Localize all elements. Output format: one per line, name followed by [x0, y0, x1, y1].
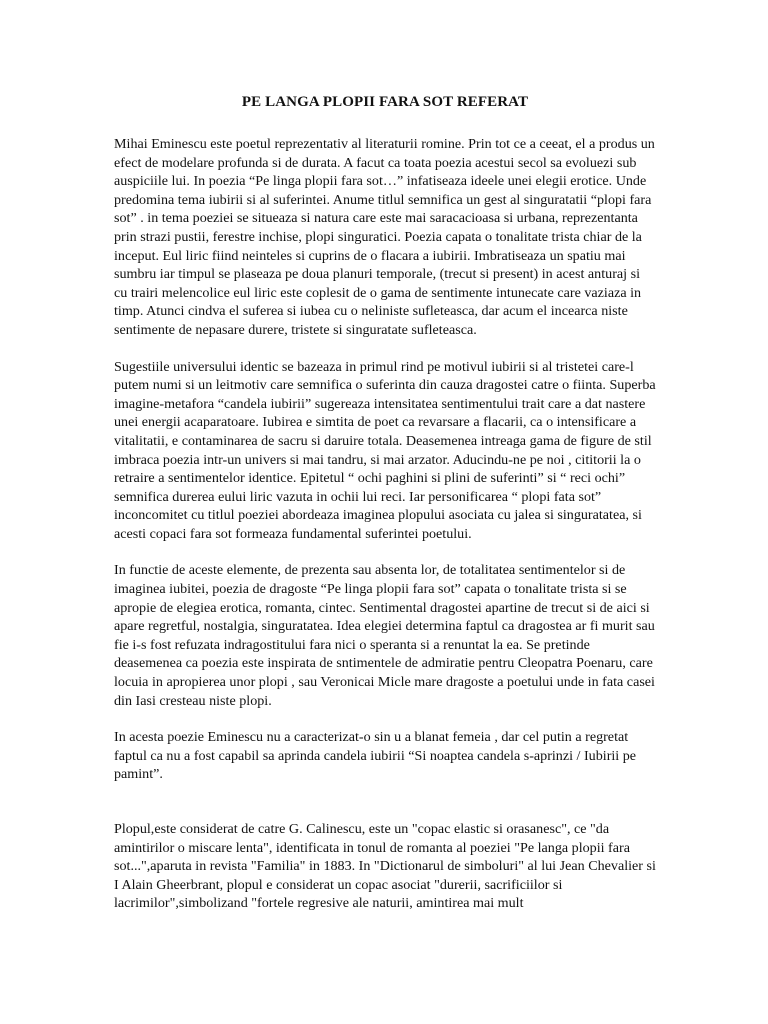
paragraph-sugestiile: Sugestiile universului identic se bazeaza in primul rind pe motivul iubirii si al tristetei care-l putem numi si un leitmotiv care semnifica o suferinta din cauza dragostei catre o fiinta. Superba imagine-metafora “candela iubirii” sugereaza intensitatea sentimentului trait care a dat nastere unei energii acaparatoare. Iubirea e simtita de poet ca revarsare a flacarii, ca o intensificare a vitalitatii, e contaminarea de sacru si daruire totala. Deasemenea intreaga gama de figure de stil imbraca poezia intr-un univers si mai tandru, si mai arzator. Aducindu-ne pe noi , cititorii la o retraire a sentimentelor identice. Epitetul “ ochi paghini si plini de suferinti” si “ reci ochi” semnifica durerea eului liric vazuta in ochii lui reci. Iar personificarea “ plopi fata sot” inconcomitet cu titlul poeziei abordeaza imaginea plopului asociata cu jalea si singuratatea, si acesti copaci fara sot formeaza fundamental suferintei poetului.	[114, 358, 656, 542]
paragraph-intro: Mihai Eminescu este poetul reprezentativ al literaturii romine. Prin tot ce a ceeat, el a produs un efect de modelare profunda si de durata. A facut ca toata poezia acestui secol sa evoluezi sub auspiciile lui. In poezia “Pe linga plopii fara sot…” infatiseaza ideele unei elegii erotice. Unde predomina tema iubirii si al suferintei. Anume titlul semnifica un gest al singuratatii “plopi fara sot” . in tema poeziei se situeaza si natura care este mai saracacioasa si urbana, reprezentanta prin strazi pustii, ferestre inchise, plopi singuratici. Poezia capata o tonalitate trista chiar de la inceput. Eul liric fiind neinteles si cuprins de o flacara a iubirii. Imbratiseaza un spatiu mai sumbru iar timpul se plaseaza pe doua planuri temporale, (trecut si present) in acest anturaj si cu trairi melencolice eul liric este coplesit de o gama de sentimente intunecate care vaziaza in timp. Atunci cindva el suferea si iubea cu o neliniste sufleteasca, dar acum el incearca niste sentimente de nepasare durere, tristete si singuratate sufleteasca.	[114, 136, 655, 338]
paragraph-plopul: Plopul,este considerat de catre G. Calinescu, este un "copac elastic si orasanesc", ce "da amintirilor o miscare lenta", identificata in tonul de romanta al poeziei "Pe langa plopii fara sot...",aparuta in revista "Familia" in 1883. In "Dictionarul de simboluri" al lui Jean Chevalier si I Alain Gheerbrant, plopul e considerat un copac asociat "durerii, sacrificiilor si lacrimilor",simbolizand "fortele regresive ale naturii, amintirea mai mult	[114, 821, 656, 912]
document-title: PE LANGA PLOPII FARA SOT REFERAT	[241, 94, 529, 110]
paragraph-acesta-poezie: In acesta poezie Eminescu nu a caracterizat-o sin u a blanat femeia , dar cel putin a regretat faptul ca nu a fost capabil sa aprinda candela iubirii “Si noaptea candela s-aprinzi / Iubirii pe pamint”.	[114, 729, 637, 783]
document-page	[114, 94, 656, 931]
paragraph-functie: In functie de aceste elemente, de prezenta sau absenta lor, de totalitatea sentimentelor si de imaginea iubitei, poezia de dragoste “Pe linga plopii fara sot” capata o tonalitate trista si se apropie de elegiea erotica, romanta, cintec. Sentimental dragostei apartine de trecut si de aici si apare regretful, nostalgia, singuratatea. Idea elegiei determina faptul ca dragostea ar fi murit sau fie i-s fost refuzata indragostitului fara nici o speranta si a renuntat la ea. Se pretinde deasemenea ca poezia este inspirata de sntimentele de admiratie pentru Cleopatra Poenaru, care locuia in apropierea unor plopi , sau Veronicai Micle mare dragoste a poetului unde in fata casei din Iasi cresteau niste plopi.	[114, 562, 655, 709]
